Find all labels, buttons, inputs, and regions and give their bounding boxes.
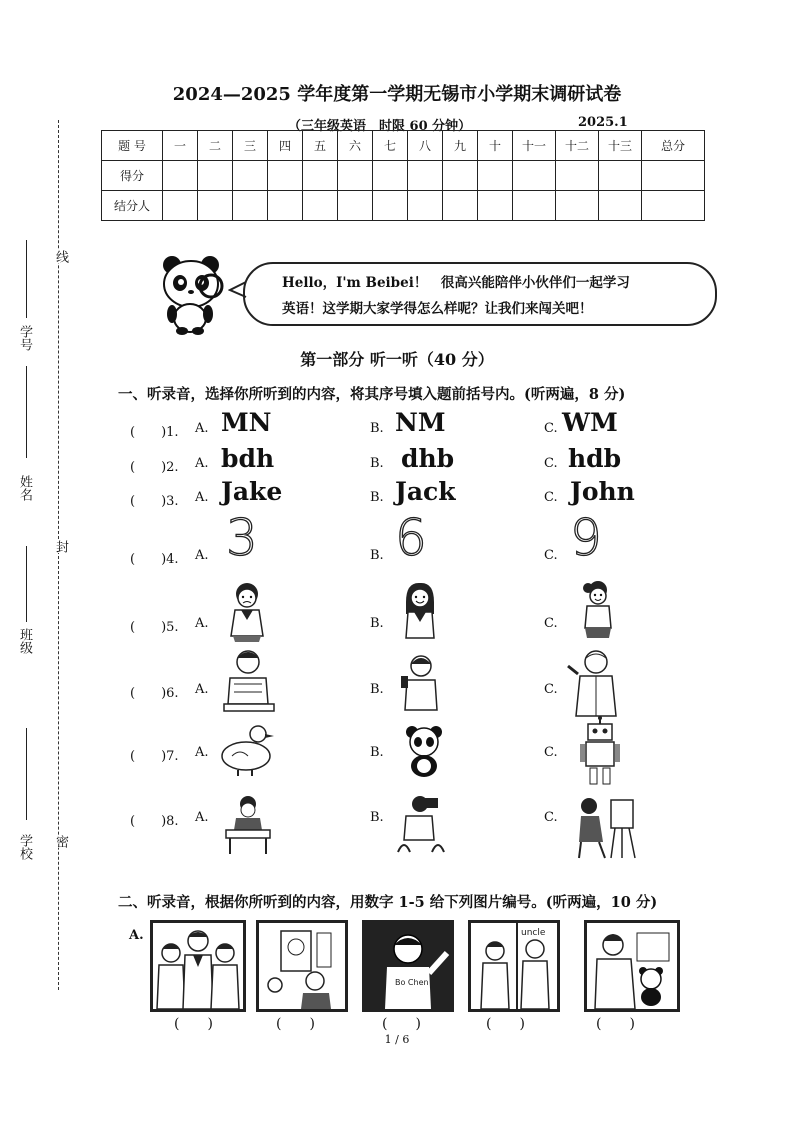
picture-2: [256, 920, 348, 1012]
q3-label-b: B.: [370, 490, 384, 505]
score-table-score-row: [102, 161, 705, 191]
name-field[interactable]: [26, 366, 27, 458]
score-col-3: 三: [233, 131, 268, 161]
boy-with-phone-icon: [395, 652, 443, 714]
picture-1-answer[interactable]: ( ): [174, 1016, 213, 1032]
score-table: [101, 130, 705, 221]
score-cell[interactable]: [599, 161, 642, 191]
binding-secret-char: 密: [53, 835, 68, 848]
q5-label-a: A.: [195, 616, 209, 631]
score-col-2: 二: [198, 131, 233, 161]
q2-number[interactable]: ( )2.: [130, 460, 179, 475]
score-col-1: 一: [163, 131, 198, 161]
q8-label-c: C.: [544, 810, 558, 825]
q8-number[interactable]: ( )8.: [130, 814, 179, 829]
score-cell[interactable]: [268, 161, 303, 191]
q6-label-a: A.: [195, 682, 209, 697]
girl-reading-icon: [222, 794, 274, 856]
score-col-11: 十一: [513, 131, 556, 161]
school-field[interactable]: [26, 728, 27, 820]
three-boys-icon: [153, 923, 243, 1009]
score-table-grader-row: [102, 191, 705, 221]
part1-title: 第一部分 听一听（40 分）: [300, 350, 494, 369]
score-cell[interactable]: [443, 161, 478, 191]
speech-line-2: 英语！这学期大家学得怎么样呢？让我们来闯关吧！: [282, 301, 593, 317]
boy-waving-icon: [365, 923, 451, 1009]
q1-number[interactable]: ( )1.: [130, 425, 179, 440]
q2-option-b: dhb: [401, 444, 455, 473]
grader-cell[interactable]: [233, 191, 268, 221]
q5-number[interactable]: ( )5.: [130, 620, 179, 635]
painter-easel-icon: [575, 794, 637, 860]
man-at-desk-icon: [220, 648, 278, 718]
grader-cell[interactable]: [599, 191, 642, 221]
q3-number[interactable]: ( )3.: [130, 494, 179, 509]
binding-seal-char: 封: [53, 540, 68, 553]
grader-cell[interactable]: [303, 191, 338, 221]
student-number-label: 学号: [17, 325, 32, 351]
grader-row-label: 结分人: [102, 191, 163, 221]
score-col-8: 八: [408, 131, 443, 161]
score-col-6: 六: [338, 131, 373, 161]
exam-title: 2024—2025 学年度第一学期无锡市小学期末调研试卷: [172, 84, 622, 105]
q1-label-c: C.: [544, 421, 558, 436]
school-label: 学校: [17, 834, 32, 860]
class-field[interactable]: [26, 546, 27, 622]
panda-mascot-icon: [150, 252, 232, 336]
q8-label-b: B.: [370, 810, 384, 825]
picture-1: [150, 920, 246, 1012]
score-cell[interactable]: [198, 161, 233, 191]
picture-3: [362, 920, 454, 1012]
score-row-label: 得分: [102, 161, 163, 191]
q7-label-c: C.: [544, 745, 558, 760]
q2-option-a: bdh: [221, 444, 275, 473]
picture-4-caption: uncle: [521, 928, 546, 938]
q1-option-a: MN: [221, 408, 272, 437]
class-label: 班级: [17, 628, 32, 654]
section2-pic-label: A.: [129, 928, 144, 943]
girl-frowning-icon: [223, 580, 271, 644]
score-col-9: 九: [443, 131, 478, 161]
score-cell[interactable]: [338, 161, 373, 191]
q7-number[interactable]: ( )7.: [130, 749, 179, 764]
q1-option-b: NM: [395, 408, 446, 437]
school-wall-icon: [259, 923, 345, 1009]
score-table-header-row: [102, 131, 705, 161]
q3-option-c: John: [570, 477, 635, 506]
q4-option-a: 3: [226, 509, 258, 567]
q1-option-c: WM: [562, 408, 618, 437]
score-col-5: 五: [303, 131, 338, 161]
q5-label-b: B.: [370, 616, 384, 631]
picture-5: [584, 920, 680, 1012]
score-col-12: 十二: [556, 131, 599, 161]
section1-title: 一、听录音，选择你所听到的内容，将其序号填入题前括号内。(听两遍，8 分): [118, 386, 626, 403]
page-number: 1 / 6: [384, 1033, 410, 1046]
grader-cell[interactable]: [198, 191, 233, 221]
picture-4-answer[interactable]: ( ): [486, 1016, 525, 1032]
q3-option-a: Jake: [221, 477, 283, 506]
grader-cell[interactable]: [408, 191, 443, 221]
score-col-7: 七: [373, 131, 408, 161]
score-cell[interactable]: [303, 161, 338, 191]
q6-label-b: B.: [370, 682, 384, 697]
speech-line-1: Hello，I'm Beibei！ 很高兴能陪伴小伙伴们一起学习: [282, 275, 630, 291]
q1-label-b: B.: [370, 421, 384, 436]
q4-label-c: C.: [544, 548, 558, 563]
picture-4: [468, 920, 560, 1012]
picture-3-badge: Bo Chen: [395, 978, 429, 987]
robot-icon: [578, 716, 622, 788]
score-cell[interactable]: [556, 161, 599, 191]
duck-icon: [218, 722, 276, 778]
q4-option-c: 9: [570, 509, 602, 567]
woman-with-panda-icon: [587, 923, 677, 1009]
picture-3-answer[interactable]: ( ): [382, 1016, 421, 1032]
q3-label-c: C.: [544, 490, 558, 505]
q2-label-c: C.: [544, 456, 558, 471]
score-table-row-header: 题 号: [102, 131, 163, 161]
grader-cell[interactable]: [513, 191, 556, 221]
score-col-10: 十: [478, 131, 513, 161]
picture-5-answer[interactable]: ( ): [596, 1016, 635, 1032]
score-cell[interactable]: [642, 161, 705, 191]
grader-cell[interactable]: [642, 191, 705, 221]
girl-smiling-icon: [396, 580, 444, 644]
q2-label-b: B.: [370, 456, 384, 471]
speech-bubble-text: [282, 270, 702, 322]
q6-number[interactable]: ( )6.: [130, 686, 179, 701]
grader-cell[interactable]: [556, 191, 599, 221]
q4-label-a: A.: [195, 548, 209, 563]
score-cell[interactable]: [163, 161, 198, 191]
score-cell[interactable]: [513, 161, 556, 191]
q7-label-a: A.: [195, 745, 209, 760]
q6-label-c: C.: [544, 682, 558, 697]
score-col-4: 四: [268, 131, 303, 161]
exam-date: 2025.1: [578, 115, 628, 130]
score-cell[interactable]: [408, 161, 443, 191]
score-col-total: 总分: [642, 131, 705, 161]
grader-cell[interactable]: [373, 191, 408, 221]
grader-cell[interactable]: [443, 191, 478, 221]
boy-and-uncle-icon: [471, 923, 557, 1009]
score-cell[interactable]: [478, 161, 513, 191]
score-col-13: 十三: [599, 131, 642, 161]
q5-label-c: C.: [544, 616, 558, 631]
section2-title: 二、听录音，根据你所听到的内容，用数字 1-5 给下列图片编号。(听两遍，10 分): [118, 894, 658, 911]
q4-option-b: 6: [395, 509, 427, 567]
q7-label-b: B.: [370, 745, 384, 760]
exam-subtitle: （三年级英语 时限 60 分钟）: [288, 119, 472, 134]
picture-2-answer[interactable]: ( ): [276, 1016, 315, 1032]
score-cell[interactable]: [233, 161, 268, 191]
old-man-icon: [566, 648, 624, 720]
name-label: 姓名: [17, 475, 32, 501]
panda-toy-icon: [400, 722, 448, 778]
q8-label-a: A.: [195, 810, 209, 825]
q1-label-a: A.: [195, 421, 209, 436]
score-cell[interactable]: [373, 161, 408, 191]
q2-option-c: hdb: [568, 444, 622, 473]
photographer-icon: [394, 794, 448, 856]
q4-number[interactable]: ( )4.: [130, 552, 179, 567]
grader-cell[interactable]: [338, 191, 373, 221]
student-number-field[interactable]: [26, 240, 27, 318]
girl-ponytail-icon: [574, 578, 622, 644]
q3-option-b: Jack: [395, 477, 456, 506]
grader-cell[interactable]: [163, 191, 198, 221]
q2-label-a: A.: [195, 456, 209, 471]
grader-cell[interactable]: [268, 191, 303, 221]
grader-cell[interactable]: [478, 191, 513, 221]
q3-label-a: A.: [195, 490, 209, 505]
binding-line-char: 线: [53, 250, 68, 263]
q4-label-b: B.: [370, 548, 384, 563]
